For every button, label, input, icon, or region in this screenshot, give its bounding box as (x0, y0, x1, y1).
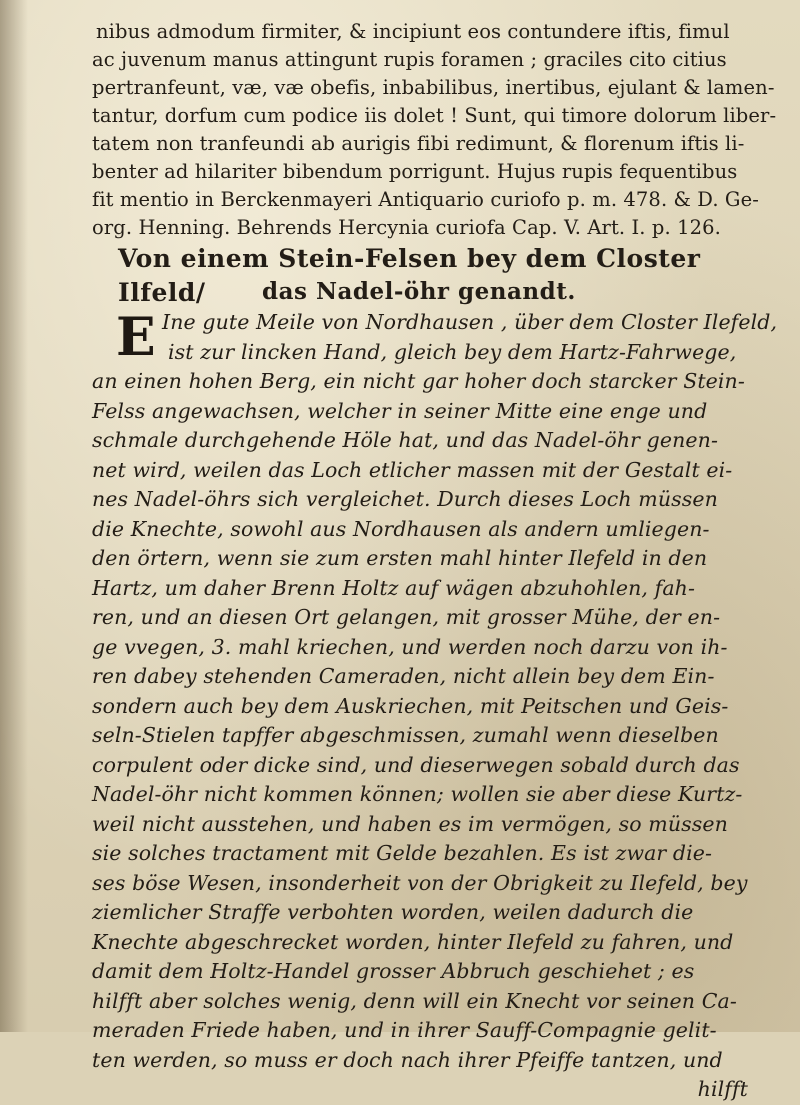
latin-line-1: nibus admodum firmiter, & incipiunt eos contundere iftis, fimul (96, 20, 730, 43)
italic-line-4: Felss angewachsen, welcher in seiner Mitte eine enge und (92, 398, 708, 423)
latin-line-2: ac juvenum manus attingunt rupis foramen ; graciles cito citius (92, 48, 727, 71)
page-text (92, 18, 778, 1105)
italic-line-13: ren dabey stehenden Cameraden, nicht allein bey dem Ein- (92, 664, 715, 688)
binding-shadow (0, 0, 28, 1032)
catchword: hilfft (697, 1077, 748, 1101)
italic-line-14: sondern auch bey dem Auskriechen, mit Peitschen und Geis- (92, 693, 729, 718)
italic-line-7: nes Nadel-öhrs sich vergleichet. Durch dieses Loch müssen (92, 487, 718, 511)
italic-line-20: ses böse Wesen, insonderheit von der Obrigkeit zu Ilefeld, bey (92, 870, 748, 895)
italic-line-3: an einen hohen Berg, ein nicht gar hoher doch starcker Stein- (92, 369, 745, 393)
section-heading: Von einem Stein-Felsen bey dem Closter Ilfeld/ (118, 244, 701, 307)
italic-line-17: Nadel-öhr nicht kommen können; wollen sie aber diese Kurtz- (92, 782, 743, 806)
italic-line-18: weil nicht ausstehen, und haben es im vermögen, so müssen (92, 811, 728, 836)
italic-line-10: Hartz, um daher Brenn Holtz auf wägen abzuhohlen, fah- (92, 575, 696, 600)
italic-line-15: seln-Stielen tapffer abgeschmissen, zumahl wenn dieselben (92, 723, 719, 747)
italic-line-19: sie solches tractament mit Gelde bezahlen. Es ist zwar die- (92, 841, 713, 865)
italic-line-6: net wird, weilen das Loch etlicher massen mit der Gestalt ei- (92, 457, 733, 482)
italic-line-1: Ine gute Meile von Nordhausen , über dem Closter Ilefeld, (162, 310, 778, 334)
italic-line-5: schmale durchgehende Höle hat, und das Nadel-öhr genen- (92, 428, 718, 452)
italic-line-25: meraden Friede haben, und in ihrer Sauff-Compagnie gelit- (92, 1018, 717, 1042)
italic-line-9: den örtern, wenn sie zum ersten mahl hinter Ilefeld in den (92, 546, 708, 570)
italic-line-8: die Knechte, sowohl aus Nordhausen als andern umliegen- (92, 516, 710, 541)
latin-line-8: org. Henning. Behrends Hercynia curiofa Cap. V. Art. I. p. 126. (92, 216, 721, 239)
italic-line-21: ziemlicher Straffe verbohten worden, weilen dadurch die (92, 900, 694, 924)
italic-line-24: hilfft aber solches wenig, denn will ein Knecht vor seinen Ca- (92, 988, 737, 1013)
latin-line-7: fit mentio in Berckenmayeri Antiquario curiofo p. m. 478. & D. Ge- (92, 188, 759, 211)
section-subheading: das Nadel-öhr genandt. (262, 278, 576, 305)
italic-line-16: corpulent oder dicke sind, und dieserwegen sobald durch das (92, 752, 740, 777)
italic-line-12: ge vvegen, 3. mahl kriechen, und werden noch darzu von ih- (92, 634, 728, 659)
italic-line-22: Knechte abgeschrecket worden, hinter Ilefeld zu fahren, und (92, 929, 734, 954)
paragraph-start (92, 307, 778, 368)
drop-cap-letter: E (116, 307, 156, 368)
latin-line-5: tatem non tranfeundi ab aurigis fibi redimunt, & florenum iftis li- (92, 132, 745, 155)
latin-line-3: pertranfeunt, væ, væ obefis, inbabilibus, inertibus, ejulant & lamen- (92, 76, 775, 99)
latin-line-4: tantur, dorfum cum podice iis dolet ! Sunt, qui timore dolorum liber- (92, 104, 777, 127)
latin-line-6: benter ad hilariter bibendum porrigunt. Hujus rupis fequentibus (92, 160, 738, 183)
italic-line-2: ist zur lincken Hand, gleich bey dem Hartz-Fahrwege, (168, 339, 737, 364)
italic-line-23: damit dem Holtz-Handel grosser Abbruch geschiehet ; es (92, 959, 695, 983)
italic-line-26: ten werden, so muss er doch nach ihrer Pfeiffe tantzen, und (92, 1047, 723, 1072)
italic-line-11: ren, und an diesen Ort gelangen, mit grosser Mühe, der en- (92, 605, 721, 629)
